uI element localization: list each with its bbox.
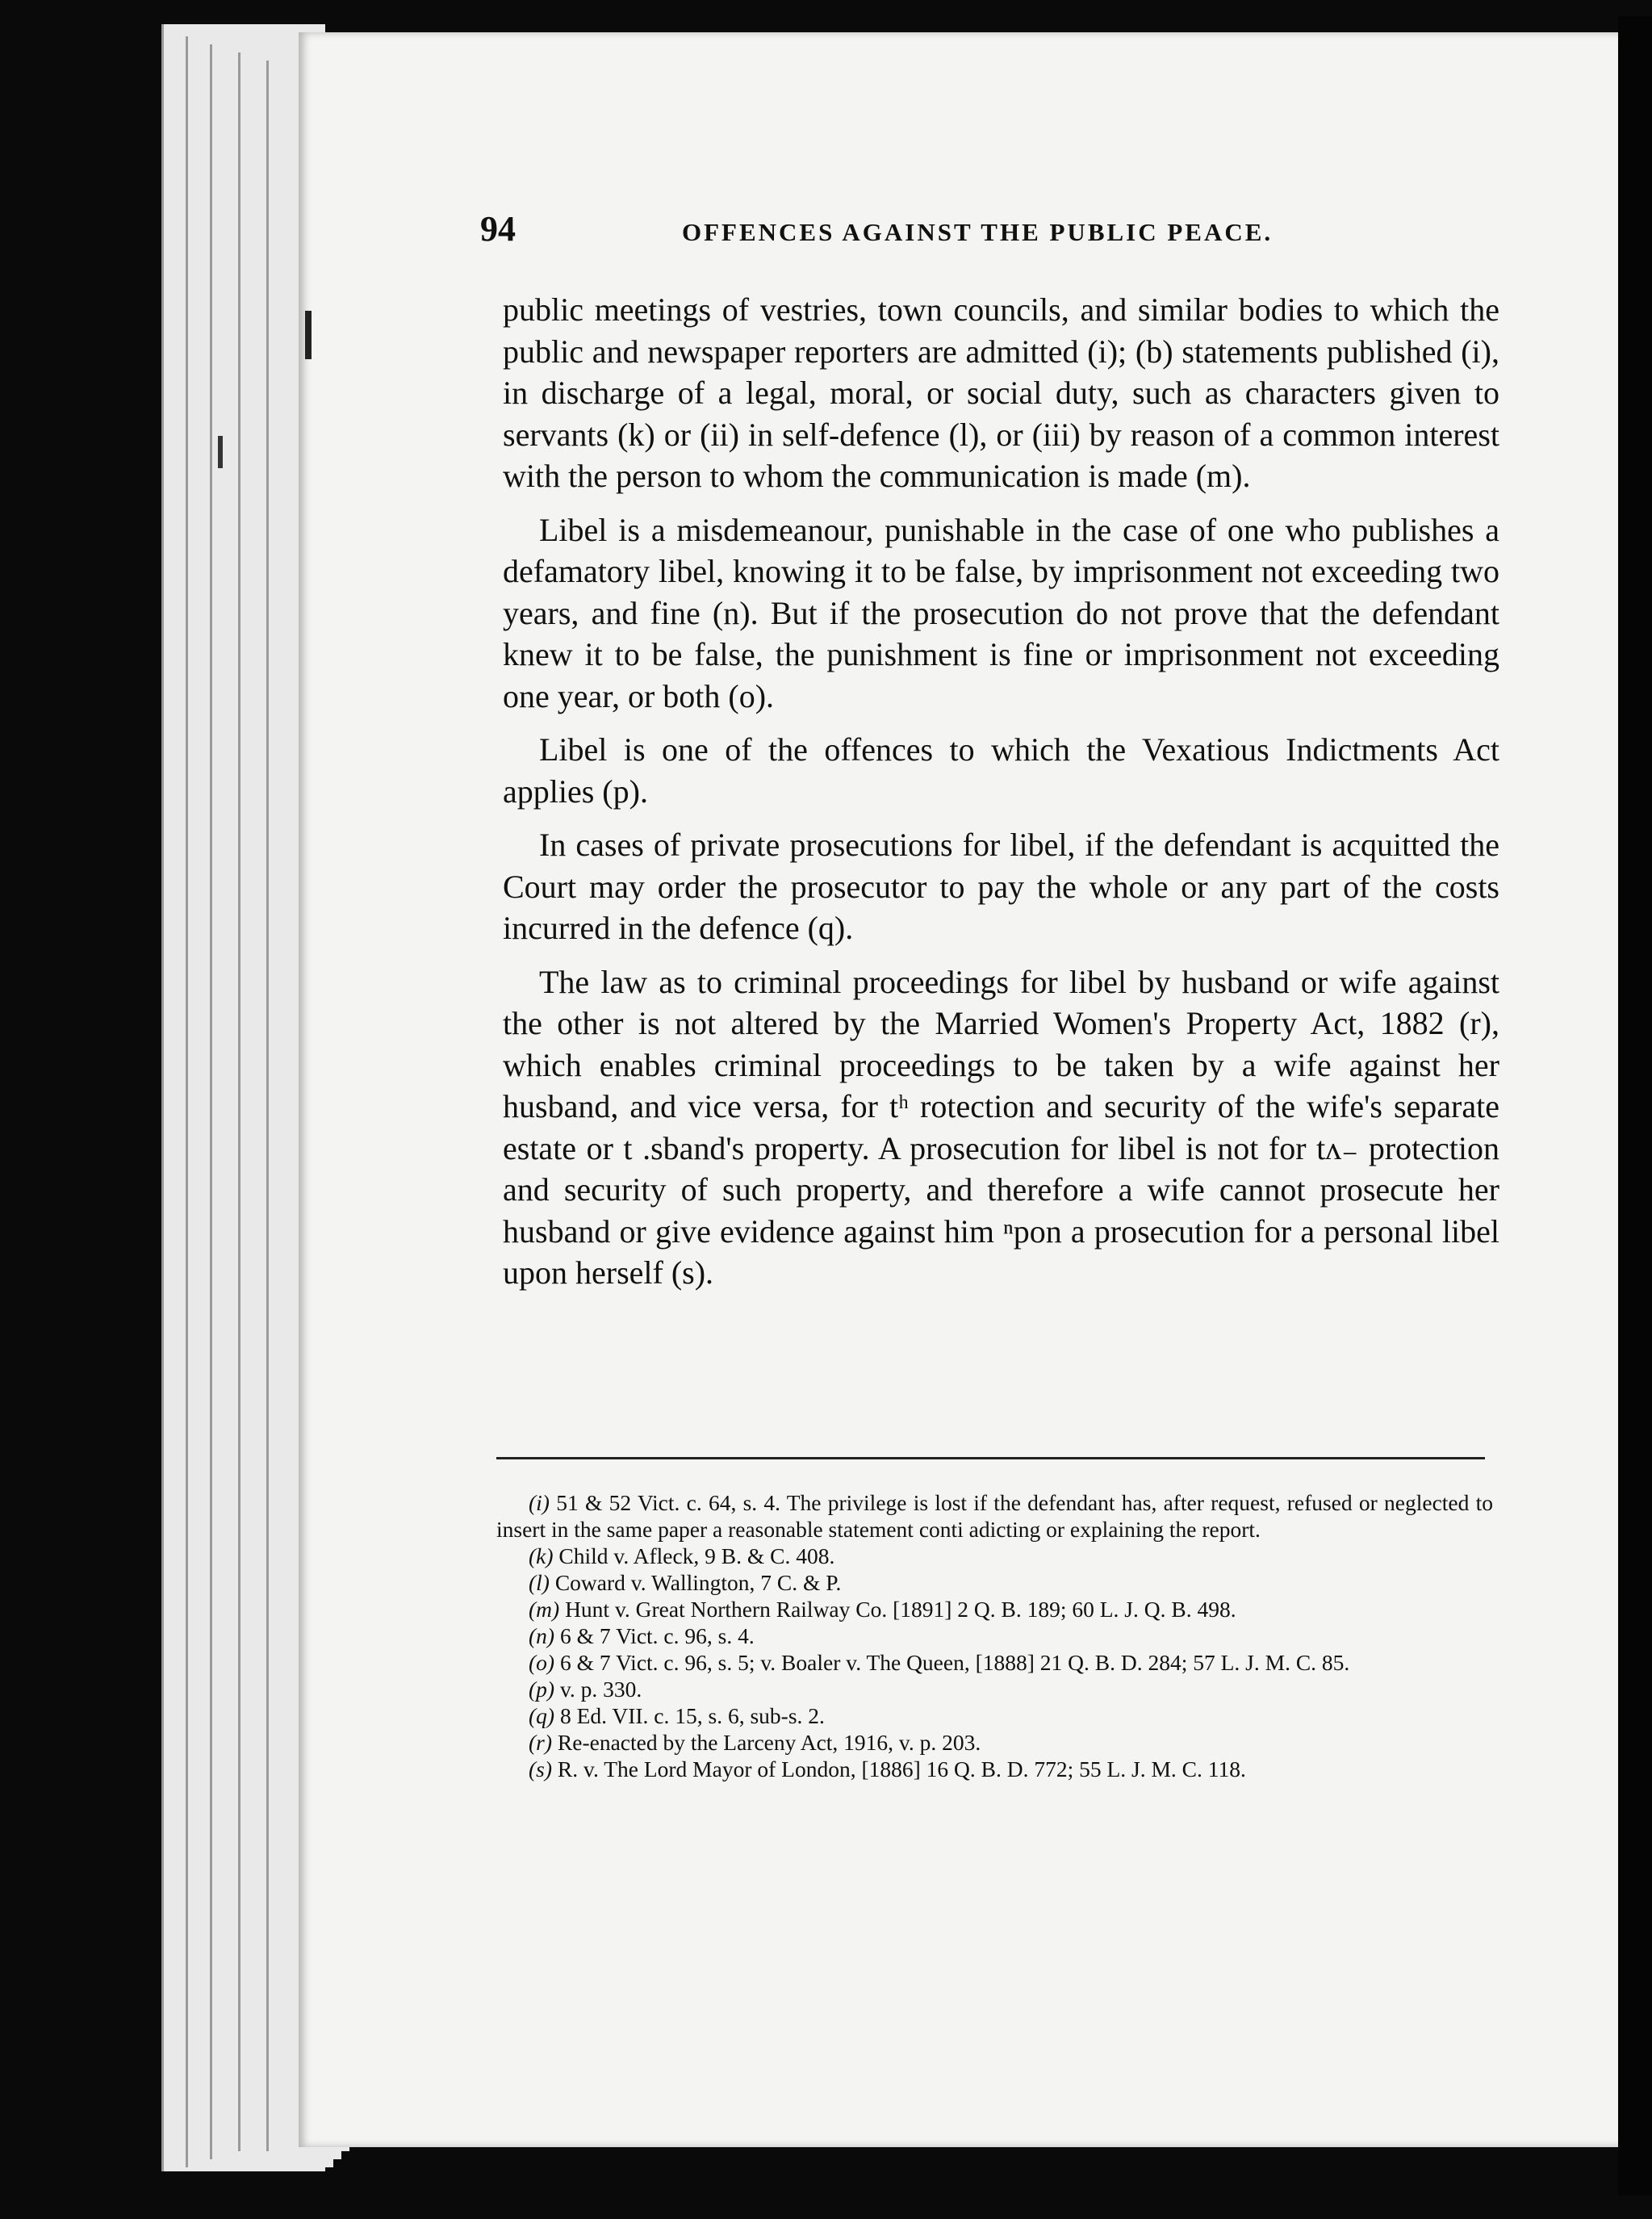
footnote: [496, 1489, 1493, 1543]
body-text: [503, 289, 1499, 1306]
footnote-mark: (s): [529, 1756, 553, 1781]
footnote-mark: (l): [529, 1570, 550, 1595]
footnote-mark: (o): [529, 1650, 555, 1675]
footnote-text: Re-enacted by the Larceny Act, 1916, v. p. 203.: [557, 1730, 981, 1755]
footnote-mark: (k): [529, 1543, 554, 1568]
footnotes: [496, 1489, 1493, 1782]
footnote: [496, 1676, 1493, 1702]
paragraph: In cases of private prosecutions for libel, if the defendant is acquitted the Court may order the prosecutor to pay the whole or any part of the costs incurred in the defence (q).: [503, 827, 1499, 946]
footnote-mark: (p): [529, 1677, 555, 1702]
footnote-text: 6 & 7 Vict. c. 96, s. 4.: [559, 1623, 755, 1648]
footnote-mark: (n): [529, 1623, 555, 1648]
footnote: [496, 1596, 1493, 1622]
footnote: [496, 1702, 1493, 1729]
footnote-mark: (m): [529, 1597, 560, 1622]
paragraph: The law as to criminal proceedings for libel by husband or wife against the other is not altered by the Married Women's Property Act, 1882 (r), which enables criminal proceedings to be taken by a wife against her husband, and vice versa, for tʰ rotection and security of the wife's separate estate or t .sband's property. A prosecution for libel is not for tᴧ₋ protection and security of such property, and therefore a wife cannot prosecute her husband or give evidence against him ⁿpon a prosecution for a personal libel upon herself (s).: [503, 963, 1499, 1291]
page-number: 94: [480, 209, 516, 249]
footnote-text: Hunt v. Great Northern Railway Co. [1891] 2 Q. B. 189; 60 L. J. Q. B. 498.: [565, 1597, 1236, 1622]
scan-mark: [218, 436, 223, 468]
footnote-mark: (i): [529, 1490, 550, 1515]
paragraph: public meetings of vestries, town councils, and similar bodies to which the public and newspaper reporters are admitted (i); (b) statements published (i), in discharge of a legal, moral, or social duty, such as characters given to servants (k) or (ii) in self-defence (l), or (iii) by reason of a common interest with the person to whom the communication is made (m).: [503, 291, 1499, 494]
footnote-mark: (q): [529, 1703, 555, 1728]
footnote-text: 51 & 52 Vict. c. 64, s. 4. The privilege is lost if the defendant has, after request, refused or neglected to insert in the same paper a reasonable statement conti adicting or explaining the report.: [496, 1490, 1494, 1542]
footnote: [496, 1729, 1493, 1756]
footnote-mark: (r): [529, 1730, 553, 1755]
footnote-divider: [496, 1457, 1485, 1459]
footnote-text: 6 & 7 Vict. c. 96, s. 5; v. Boaler v. The Queen, [1888] 21 Q. B. D. 284; 57 L. J. M. C. 85.: [559, 1650, 1350, 1675]
footnote-text: 8 Ed. VII. c. 15, s. 6, sub-s. 2.: [559, 1703, 825, 1728]
paragraph: Libel is a misdemeanour, punishable in the case of one who publishes a defamatory libel, knowing it to be false, by imprisonment not exceeding two years, and fine (n). But if the prosecution do not prove that the defendant knew it to be false, the punishment is fine or imprisonment not exceeding one year, or both (o).: [503, 511, 1499, 714]
footnote-text: R. v. The Lord Mayor of London, [1886] 16 Q. B. D. 772; 55 L. J. M. C. 118.: [557, 1756, 1246, 1781]
footnote-text: v. p. 330.: [559, 1677, 642, 1702]
page-header: [480, 208, 1493, 249]
footnote: [496, 1649, 1493, 1676]
page-gutter-shadow: [1618, 16, 1652, 2196]
footnote-text: Coward v. Wallington, 7 C. & P.: [554, 1570, 842, 1595]
paragraph: Libel is one of the offences to which the Vexatious Indictments Act applies (p).: [503, 731, 1499, 810]
running-head: OFFENCES AGAINST THE PUBLIC PEACE.: [682, 218, 1274, 246]
footnote-text: Child v. Afleck, 9 B. & C. 408.: [558, 1543, 835, 1568]
footnote: [496, 1543, 1493, 1569]
footnote: [496, 1756, 1493, 1782]
footnote: [496, 1622, 1493, 1649]
footnote: [496, 1569, 1493, 1596]
scan-mark: [305, 311, 312, 359]
